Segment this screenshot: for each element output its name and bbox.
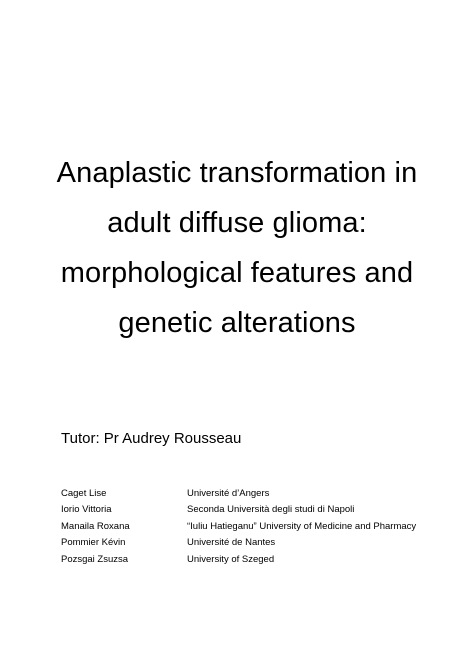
author-row bbox=[61, 486, 461, 502]
author-name: Caget Lise bbox=[61, 488, 107, 499]
author-affiliation: University of Szeged bbox=[187, 553, 275, 565]
author-affiliation: “Iuliu Hatieganu” University of Medicine and Pharmacy bbox=[187, 520, 417, 532]
author-affiliation: Université d’Angers bbox=[187, 488, 270, 499]
author-affiliation: Seconda Università degli studi di Napoli bbox=[187, 504, 355, 516]
title-line: genetic alterations bbox=[118, 307, 356, 339]
author-name: Pozsgai Zsuzsa bbox=[61, 553, 129, 565]
title-line: adult diffuse glioma: bbox=[107, 207, 367, 239]
author-name: Pommier Kévin bbox=[61, 537, 126, 549]
author-row bbox=[61, 502, 461, 518]
author-list bbox=[61, 486, 461, 568]
title-line: Anaplastic transformation in bbox=[56, 157, 418, 189]
author-row bbox=[61, 552, 461, 568]
author-name: Iorio Vittoria bbox=[61, 504, 112, 516]
title-line: morphological features and bbox=[60, 257, 414, 289]
document-title bbox=[0, 148, 474, 348]
author-name: Manaila Roxana bbox=[61, 520, 130, 532]
author-row bbox=[61, 535, 461, 551]
author-affiliation: Université de Nantes bbox=[187, 537, 276, 549]
tutor-line: Tutor: Pr Audrey Rousseau bbox=[61, 430, 242, 447]
author-row bbox=[61, 519, 461, 535]
